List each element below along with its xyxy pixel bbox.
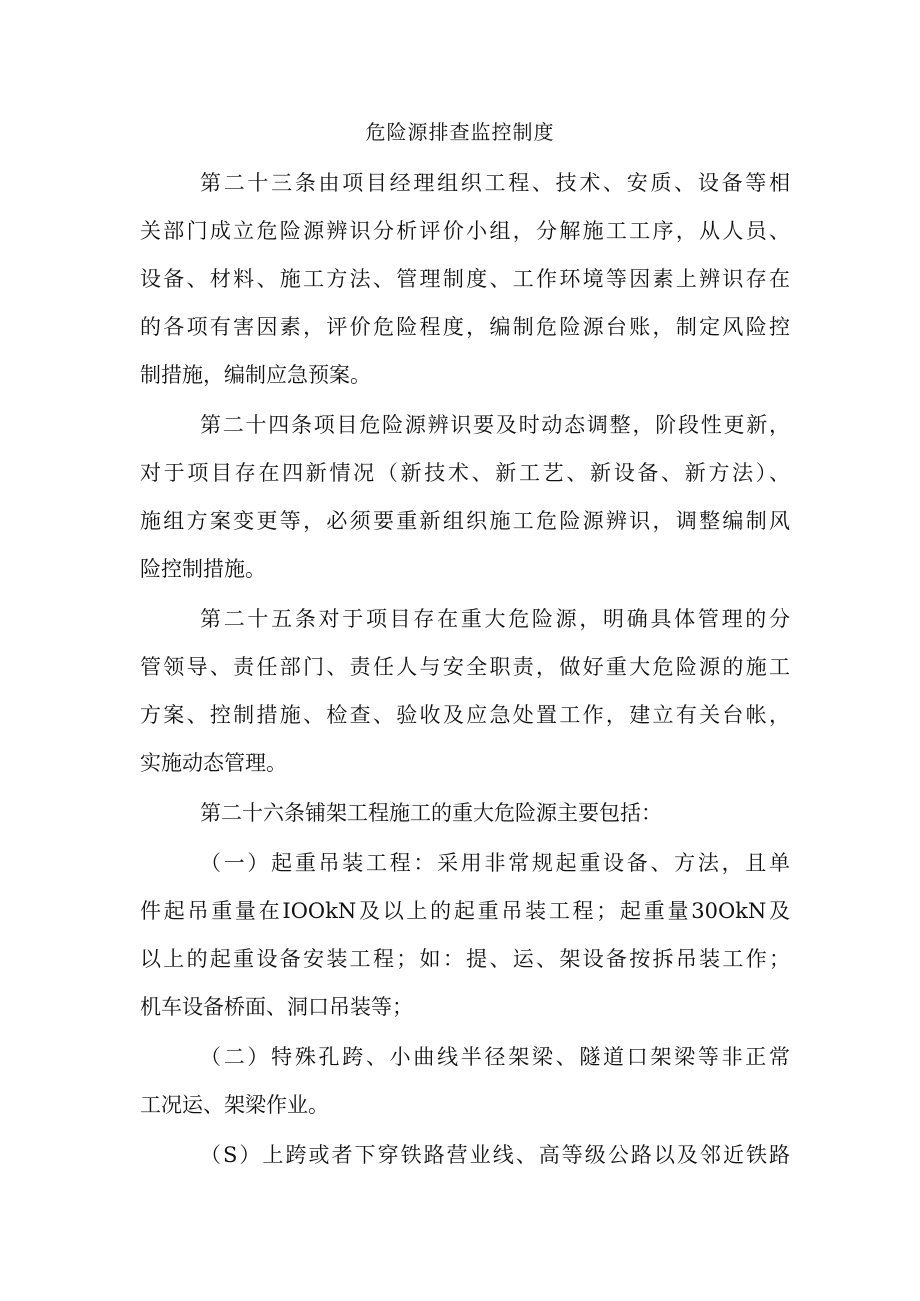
paragraph-line: 实施动态管理。 (140, 751, 287, 775)
paragraph-line: 以上的起重设备安装工程；如：提、运、架设备按拆吊装工作； (140, 947, 790, 971)
paragraph-line: 第二十五条对于项目存在重大危险源，明确具体管理的分 (200, 607, 790, 631)
paragraph-line: 管领导、责任部门、责任人与安全职责，做好重大危险源的施工 (140, 655, 790, 679)
paragraph-line: （一）起重吊装工程：采用非常规起重设备、方法，且单 (200, 851, 790, 875)
paragraph-line: 设备、材料、施工方法、管理制度、工作环境等因素上辨识存在 (140, 267, 790, 291)
paragraph-line: （二）特殊孔跨、小曲线半径架梁、隧道口架梁等非正常 (200, 1045, 790, 1069)
paragraph-line: 施组方案变更等，必须要重新组织施工危险源辨识，调整编制风 (140, 509, 790, 533)
paragraph-line: 件起吊重量在IOOkN及以上的起重吊装工程；起重量30OkN及 (140, 899, 790, 923)
paragraph-line: 第二十六条铺架工程施工的重大危险源主要包括： (200, 801, 662, 825)
paragraph-line: 机车设备桥面、洞口吊装等； (140, 995, 413, 1019)
paragraph-line: 的各项有害因素，评价危险程度，编制危险源台账，制定风险控 (140, 315, 790, 339)
paragraph-line: 关部门成立危险源辨识分析评价小组，分解施工工序，从人员、 (140, 219, 790, 243)
document-title: 危险源排查监控制度 (365, 120, 555, 144)
paragraph-line: 制措施，编制应急预案。 (140, 363, 371, 387)
paragraph-line: 险控制措施。 (140, 557, 266, 581)
paragraph-line: 工况运、架梁作业。 (140, 1093, 329, 1117)
paragraph-line: 方案、控制措施、检查、验收及应急处置工作，建立有关台帐， (140, 703, 790, 727)
paragraph-line: （S）上跨或者下穿铁路营业线、高等级公路以及邻近铁路 (200, 1143, 790, 1167)
paragraph-line: 第二十四条项目危险源辨识要及时动态调整，阶段性更新， (200, 413, 790, 437)
paragraph-line: 对于项目存在四新情况（新技术、新工艺、新设备、新方法）、 (140, 461, 790, 485)
paragraph-line: 第二十三条由项目经理组织工程、技术、安质、设备等相 (200, 171, 790, 195)
